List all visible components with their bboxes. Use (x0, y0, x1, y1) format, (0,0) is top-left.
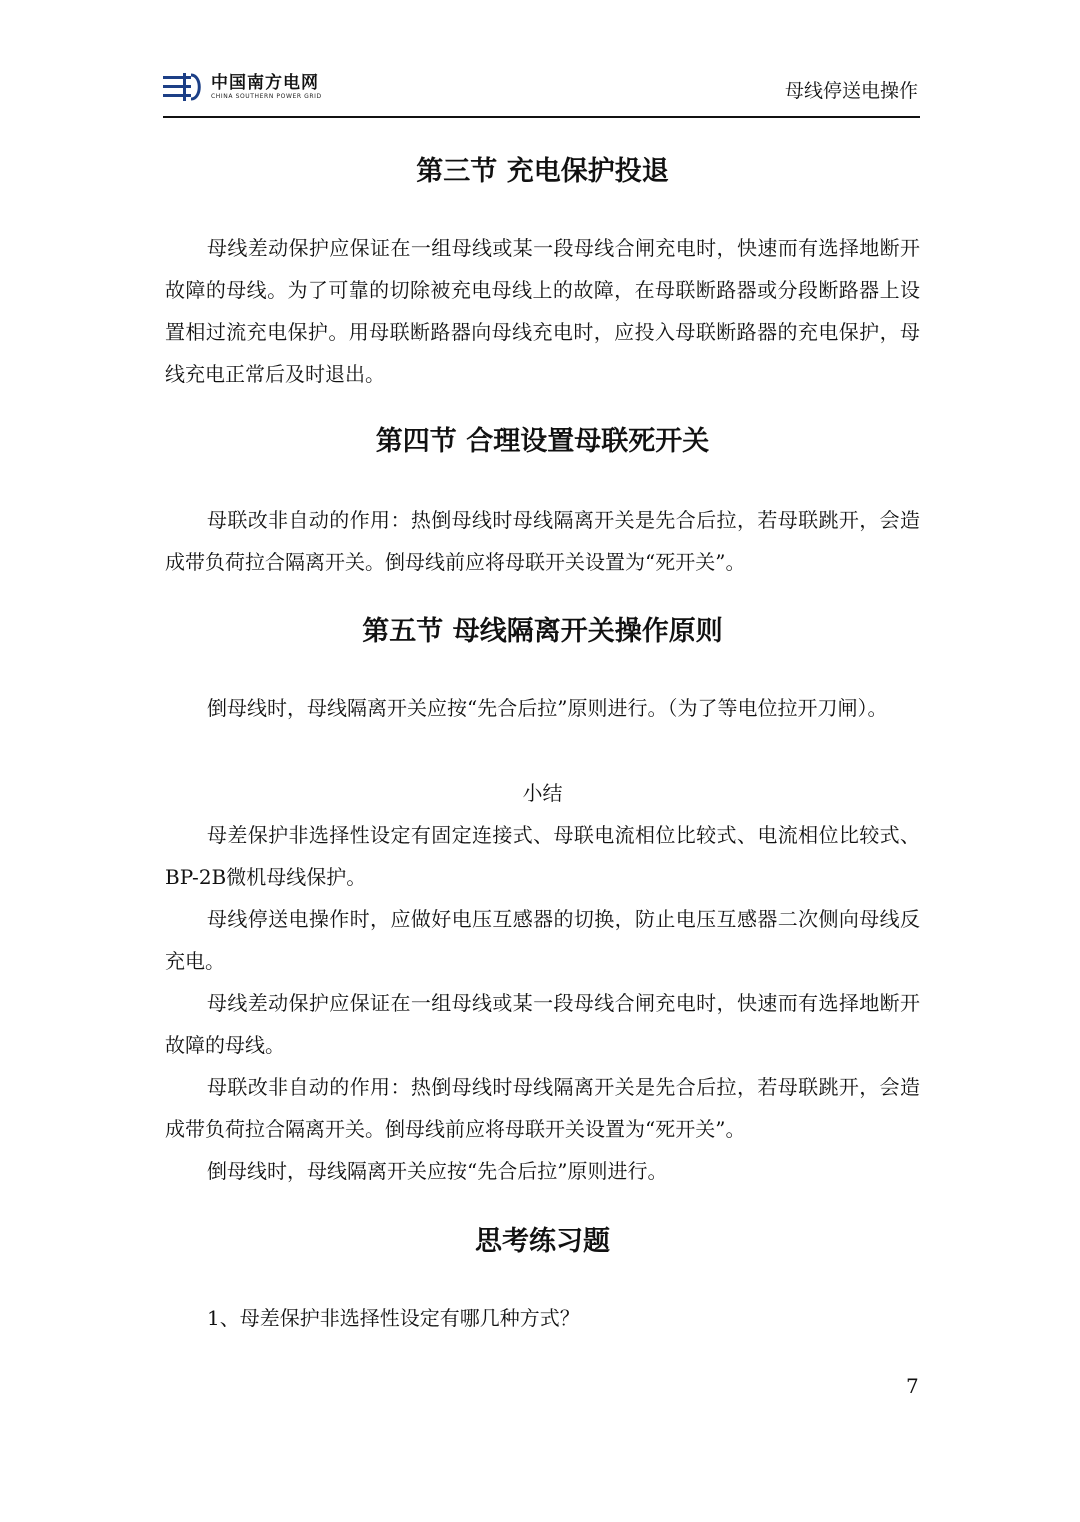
summary-item: 母线差动保护应保证在一组母线或某一段母线合闸充电时，快速而有选择地断开故障的母线。 (165, 991, 920, 1057)
section-heading: 第三节 充电保护投退 (416, 156, 669, 187)
document-title: 母线停送电操作 (784, 80, 918, 102)
page-number: 7 (906, 1374, 919, 1398)
summary-item: 倒母线时，母线隔离开关应按“先合后拉”原则进行。 (207, 1159, 668, 1183)
section-heading: 第五节 母线隔离开关操作原则 (362, 616, 723, 647)
section-paragraph: 母联改非自动的作用：热倒母线时母线隔离开关是先合后拉，若母联跳开，会造成带负荷拉合隔离开关。倒母线前应将母联开关设置为“死开关”。 (165, 508, 920, 574)
logo-text-cn: 中国南方电网 (211, 72, 319, 93)
section-paragraph: 倒母线时，母线隔离开关应按“先合后拉”原则进行。（为了等电位拉开刀闸）。 (207, 696, 888, 720)
summary-item: 母线停送电操作时，应做好电压互感器的切换，防止电压互感器二次侧向母线反充电。 (165, 907, 920, 973)
section-heading: 第四节 合理设置母联死开关 (375, 426, 710, 457)
summary-item: 母差保护非选择性设定有固定连接式、母联电流相位比较式、电流相位比较式、BP-2B微机母线保护。 (165, 823, 920, 889)
exercise-question: 1、母差保护非选择性设定有哪几种方式？ (207, 1306, 580, 1330)
summary-title: 小结 (522, 781, 563, 805)
logo-text-en: CHINA SOUTHERN POWER GRID (211, 92, 322, 100)
page-header (163, 66, 920, 118)
summary-item: 母联改非自动的作用：热倒母线时母线隔离开关是先合后拉，若母联跳开，会造成带负荷拉合隔离开关。倒母线前应将母联开关设置为“死开关”。 (165, 1075, 920, 1141)
company-logo (163, 72, 322, 102)
power-grid-logo-icon (163, 73, 205, 101)
section-paragraph: 母线差动保护应保证在一组母线或某一段母线合闸充电时，快速而有选择地断开故障的母线。为了可靠的切除被充电母线上的故障，在母联断路器或分段断路器上设置相过流充电保护。用母联断路器向母线充电时，应投入母联断路器的充电保护，母线充电正常后及时退出。 (165, 236, 920, 386)
exercises-heading: 思考练习题 (475, 1226, 610, 1257)
